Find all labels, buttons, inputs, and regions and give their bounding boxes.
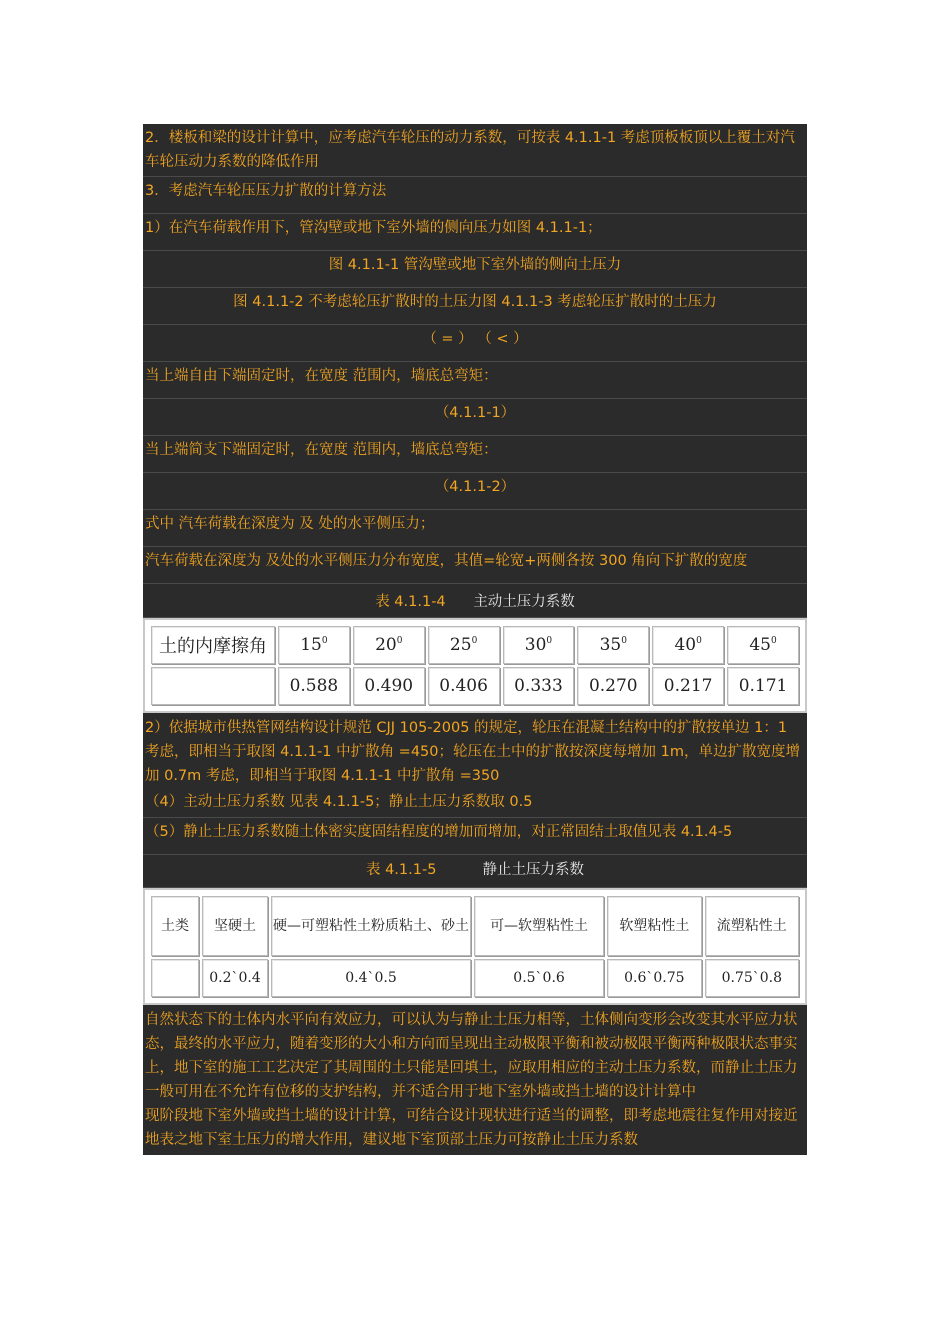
value-cell: 0.270: [577, 667, 649, 705]
value-cell: 0.4`0.5: [271, 959, 471, 997]
table-title: 静止土压力系数: [482, 862, 585, 878]
paragraph: 2．楼板和梁的设计计算中，应考虑汽车轮压的动力系数，可按表 4.1.1-1 考虑顶板板顶以上覆土对汽车轮压动力系数的降低作用: [143, 124, 807, 177]
paragraph: 现阶段地下室外墙或挡土墙的设计计算，可结合设计现状进行适当的调整，即考虑地震往复作用对接近地表之地下室土压力的增大作用，建议地下室顶部土压力可按静止土压力系数: [143, 1104, 807, 1155]
equation-number: （4.1.1-2）: [143, 473, 807, 510]
angle-cell: $15^0$: [278, 626, 350, 664]
angle-cell: $20^0$: [353, 626, 425, 664]
table-header-cell: 坚硬土: [202, 896, 268, 956]
equation-number: （4.1.1-1）: [143, 399, 807, 436]
active-pressure-table: [143, 618, 807, 713]
value-cell: 0.75`0.8: [705, 959, 799, 997]
value-cell: 0.588: [278, 667, 350, 705]
value-cell: 0.490: [353, 667, 425, 705]
angle-cell: $45^0$: [727, 626, 799, 664]
table-caption: [143, 584, 807, 618]
value-cell: 0.2`0.4: [202, 959, 268, 997]
table-header-cell: 土类: [151, 896, 199, 956]
angle-cell: $35^0$: [577, 626, 649, 664]
value-cell: 0.5`0.6: [474, 959, 604, 997]
paragraph: （4）主动土压力系数 见表 4.1.1-5；静止土压力系数取 0.5: [143, 788, 807, 818]
table-header-cell: 软塑粘性土: [607, 896, 701, 956]
empty-cell: [151, 959, 199, 997]
rest-pressure-table: [143, 888, 807, 1005]
paragraph: 当上端自由下端固定时，在宽度 范围内，墙底总弯矩：: [143, 362, 807, 399]
value-cell: 0.171: [727, 667, 799, 705]
empty-cell: [151, 667, 275, 705]
table-header-cell: 土的内摩擦角: [151, 626, 275, 664]
figure-caption: 图 4.1.1-1 管沟壁或地下室外墙的侧向土压力: [143, 251, 807, 288]
value-cell: 0.217: [652, 667, 724, 705]
value-cell: 0.6`0.75: [607, 959, 701, 997]
table-title: 主动土压力系数: [473, 594, 575, 610]
document-body: [143, 124, 807, 1155]
value-cell: 0.406: [428, 667, 500, 705]
angle-cell: $25^0$: [428, 626, 500, 664]
angle-cell: $40^0$: [652, 626, 724, 664]
figure-caption: 图 4.1.1-2 不考虑轮压扩散时的土压力图 4.1.1-3 考虑轮压扩散时的土压力: [143, 288, 807, 325]
table-caption: [143, 855, 807, 888]
paragraph: 当上端简支下端固定时，在宽度 范围内，墙底总弯矩：: [143, 436, 807, 473]
table-number: 表 4.1.1-4: [375, 594, 446, 610]
paragraph: 3．考虑汽车轮压压力扩散的计算方法: [143, 177, 807, 214]
paragraph: 汽车荷载在深度为 及处的水平侧压力分布宽度，其值=轮宽+两侧各按 300 角向下扩散的宽度: [143, 547, 807, 584]
table-number: 表 4.1.1-5: [365, 862, 437, 878]
table-header-cell: 流塑粘性土: [705, 896, 799, 956]
paragraph: （5）静止土压力系数随土体密实度固结程度的增加而增加，对正常固结土取值见表 4.1.4-5: [143, 818, 807, 855]
paragraph: 自然状态下的土体内水平向有效应力，可以认为与静止土压力相等，土体侧向变形会改变其水平应力状态，最终的水平应力，随着变形的大小和方向而呈现出主动极限平衡和被动极限平衡两种极限状态事实上，地下室的施工工艺决定了其周围的土只能是回填土，应取用相应的主动土压力系数，而静止土压力一般可用在不允许有位移的支护结构，并不适合用于地下室外墙或挡土墙的设计计算中: [143, 1005, 807, 1104]
table-header-cell: 硬—可塑粘性土粉质粘土、砂土: [271, 896, 471, 956]
angle-cell: $30^0$: [503, 626, 575, 664]
formula-line: （ = ） （ < ）: [143, 325, 807, 362]
paragraph: 式中 汽车荷载在深度为 及 处的水平侧压力；: [143, 510, 807, 547]
table-header-cell: 可—软塑粘性土: [474, 896, 604, 956]
value-cell: 0.333: [503, 667, 575, 705]
paragraph: 1）在汽车荷载作用下，管沟壁或地下室外墙的侧向压力如图 4.1.1-1；: [143, 214, 807, 251]
paragraph: 2）依据城市供热管网结构设计规范 CJJ 105-2005 的规定，轮压在混凝土结构中的扩散按单边 1：1 考虑，即相当于取图 4.1.1-1 中扩散角 =450；轮压在土中的扩散按深度每增加 1m，单边扩散宽度增加 0.7m 考虑，即相当于取图 4.1.1-1 中扩散角 =350: [143, 713, 807, 788]
